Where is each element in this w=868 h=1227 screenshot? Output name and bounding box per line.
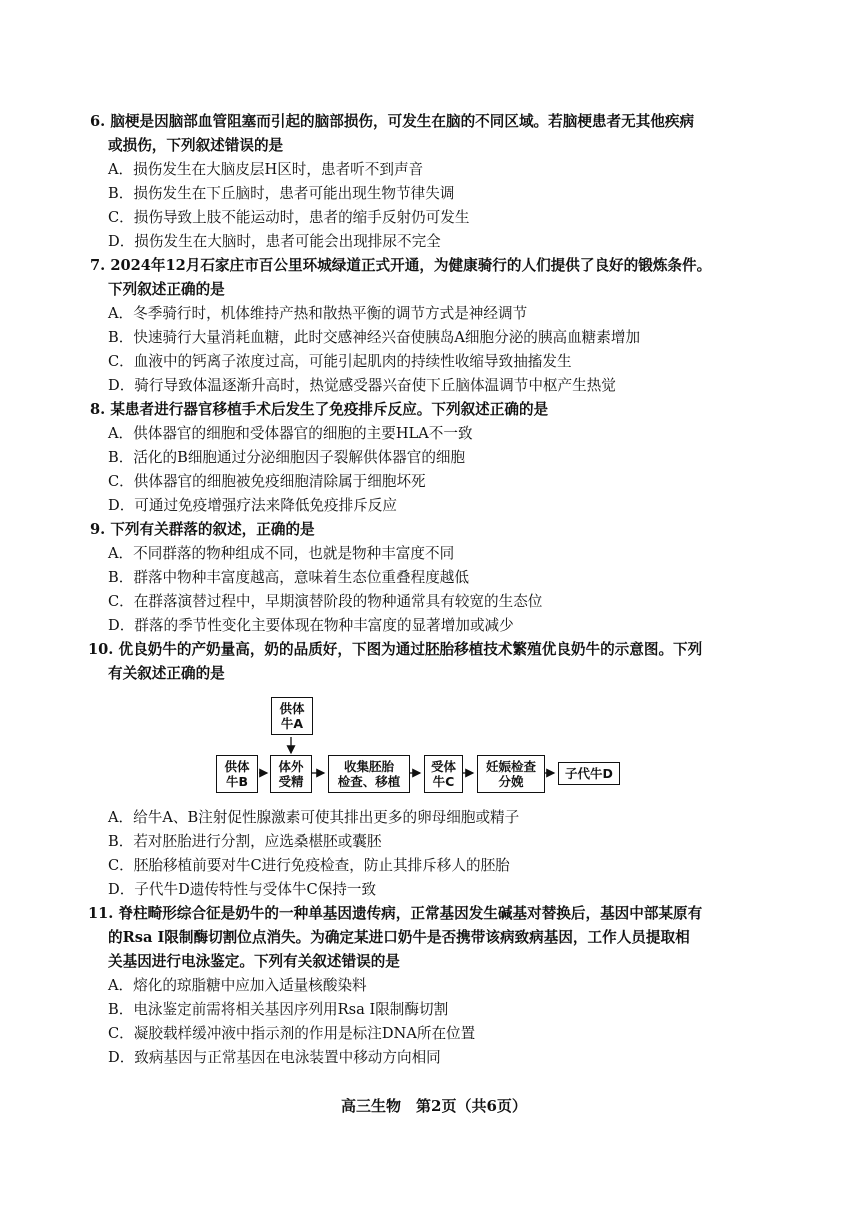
q7-option-a: A．冬季骑行时，机体维持产热和散热平衡的调节方式是神经调节: [108, 305, 528, 322]
q11-option-a: A．熔化的琼脂糖中应加入适量核酸染料: [108, 977, 367, 994]
q9-stem-line1: 9. 下列有关群落的叙述，正确的是: [90, 521, 315, 538]
q10-option-d: D．子代牛D遗传特性与受体牛C保持一致: [108, 881, 377, 898]
q10-stem-line1: 10. 优良奶牛的产奶量高，奶的品质好，下图为通过胚胎移植技术繁殖优良奶牛的示意图。下列: [88, 641, 703, 658]
q10-option-c: C．胚胎移植前要对牛C进行免疫检查，防止其排斥移人的胚胎: [108, 857, 510, 874]
q6-option-a: A．损伤发生在大脑皮层H区时，患者听不到声音: [108, 161, 424, 178]
q9-option-a: A．不同群落的物种组成不同，也就是物种丰富度不同: [108, 545, 455, 562]
offspring-cow-d-box: [558, 762, 620, 785]
embryo-collection-line2: 检查、移植: [337, 774, 401, 789]
donor-cow-b-line1: 供体: [224, 759, 250, 774]
fertilization-line2: 受精: [278, 774, 304, 789]
q10-option-a: A．给牛A、B注射促性腺激素可使其排出更多的卵母细胞或精子: [108, 809, 520, 826]
q11-stem-line1: 11. 脊柱畸形综合征是奶牛的一种单基因遗传病，正常基因发生碱基对替换后，基因中部某原有: [88, 905, 703, 922]
q7-option-c: C．血液中的钙离子浓度过高，可能引起肌肉的持续性收缩导致抽搐发生: [108, 353, 572, 370]
fertilization-line1: 体外: [278, 759, 304, 774]
offspring-cow-d-label: 子代牛D: [565, 766, 613, 781]
q6-option-c: C．损伤导致上肢不能运动时，患者的缩手反射仍可发生: [108, 209, 470, 226]
q9-option-b: B．群落中物种丰富度越高，意味着生态位重叠程度越低: [108, 569, 469, 586]
donor-cow-a-line1: 供体: [279, 701, 305, 716]
q11-stem-line3: 关基因进行电泳鉴定。下列有关叙述错误的是: [108, 953, 400, 970]
pregnancy-check-line2: 分娩: [498, 774, 524, 789]
q6-stem-line1: 6. 脑梗是因脑部血管阻塞而引起的脑部损伤，可发生在脑的不同区域。若脑梗患者无其他疾病: [90, 113, 695, 130]
recipient-cow-c-line2: 牛C: [432, 774, 455, 789]
q8-option-c: C．供体器官的细胞被免疫细胞清除属于细胞坏死: [108, 473, 426, 490]
q8-option-a: A．供体器官的细胞和受体器官的细胞的主要HLA不一致: [108, 425, 473, 442]
q9-option-c: C．在群落演替过程中，早期演替阶段的物种通常具有较宽的生态位: [108, 593, 543, 610]
q11-option-d: D．致病基因与正常基因在电泳装置中移动方向相同: [108, 1049, 441, 1066]
donor-cow-a-box: [271, 697, 313, 735]
q8-option-d: D．可通过免疫增强疗法来降低免疫排斥反应: [108, 497, 397, 514]
donor-cow-b-line2: 牛B: [225, 774, 249, 789]
q7-stem-line2: 下列叙述正确的是: [108, 281, 225, 298]
recipient-cow-c-box: [424, 755, 463, 793]
q11-stem-line2: 的Rsa Ⅰ限制酶切割位点消失。为确定某进口奶牛是否携带该病致病基因，工作人员提取相: [108, 929, 690, 946]
q7-option-d: D．骑行导致体温逐渐升高时，热觉感受器兴奋使下丘脑体温调节中枢产生热觉: [108, 377, 616, 394]
embryo-collection-box: [328, 755, 410, 793]
recipient-cow-c-line1: 受体: [430, 759, 456, 774]
q7-option-b: B．快速骑行大量消耗血糖，此时交感神经兴奋使胰岛A细胞分泌的胰高血糖素增加: [108, 329, 641, 346]
donor-cow-a-line2: 牛A: [280, 716, 304, 731]
q10-option-b: B．若对胚胎进行分割，应选桑椹胚或囊胚: [108, 833, 382, 850]
q10-stem-line2: 有关叙述正确的是: [108, 665, 225, 682]
embryo-collection-line1: 收集胚胎: [343, 759, 394, 774]
q7-stem-line1: 7. 2024年12月石家庄市百公里环城绿道正式开通，为健康骑行的人们提供了良好的锻炼条件。: [90, 257, 712, 274]
q6-option-b: B．损伤发生在下丘脑时，患者可能出现生物节律失调: [108, 185, 455, 202]
q11-option-c: C．凝胶载样缓冲液中指示剂的作用是标注DNA所在位置: [108, 1025, 476, 1042]
q6-option-d: D．损伤发生在大脑时，患者可能会出现排尿不完全: [108, 233, 441, 250]
q11-option-b: B．电泳鉴定前需将相关基因序列用Rsa Ⅰ限制酶切割: [108, 1001, 449, 1018]
q8-option-b: B．活化的B细胞通过分泌细胞因子裂解供体器官的细胞: [108, 449, 466, 466]
in-vitro-fertilization-box: [270, 755, 312, 793]
pregnancy-check-line1: 妊娠检查: [485, 759, 536, 774]
q6-stem-line2: 或损伤，下列叙述错误的是: [108, 137, 284, 154]
donor-cow-b-box: [216, 755, 258, 793]
pregnancy-check-box: [477, 755, 545, 793]
q8-stem-line1: 8. 某患者进行器官移植手术后发生了免疫排斥反应。下列叙述正确的是: [90, 401, 549, 418]
page-footer: 高三生物 第2页（共6页）: [341, 1097, 527, 1115]
q9-option-d: D．群落的季节性变化主要体现在物种丰富度的显著增加或减少: [108, 617, 514, 634]
